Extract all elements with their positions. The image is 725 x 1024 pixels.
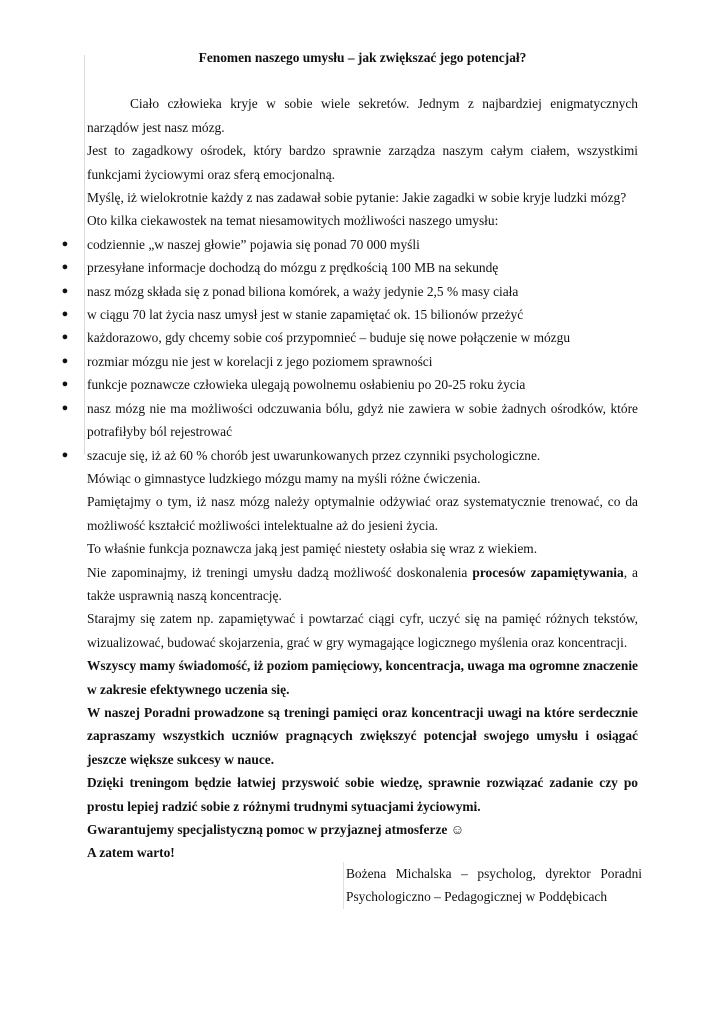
margin-rule (84, 55, 85, 455)
document-title: Fenomen naszego umysłu – jak zwiększać jego potencjał? (198, 50, 527, 65)
closing-line: A zatem warto! (87, 845, 175, 861)
bullet-icon: ● (61, 331, 69, 344)
list-item: ● nasz mózg nie ma możliwości odczuwania bólu, gdyż nie zawiera w sobie żadnych ośrodków, które potrafiłyby ból rejestrować (87, 397, 638, 444)
bullet-icon: ● (61, 354, 69, 367)
list-item: ● funkcje poznawcze człowieka ulegają powolnemu osłabieniu po 20-25 roku życia (87, 373, 638, 396)
bullet-icon: ● (61, 448, 69, 461)
intro-paragraph: Oto kilka ciekawostek na temat niesamowitych możliwości naszego umysłu: (87, 213, 499, 229)
body-paragraph: Pamiętajmy o tym, iż nasz mózg należy optymalnie odżywiać oraz systematycznie trenować, co da możliwość kształcić możliwości intelektualne aż do jesieni życia. (87, 494, 638, 533)
list-item: ● codziennie „w naszej głowie” pojawia się ponad 70 000 myśli (87, 233, 638, 256)
list-item: ● rozmiar mózgu nie jest w korelacji z jego poziomem sprawności (87, 350, 638, 373)
facts-list (61, 233, 638, 467)
body-paragraph: To właśnie funkcja poznawcza jaką jest pamięć niestety osłabia się wraz z wiekiem. (87, 541, 538, 557)
list-item: ● w ciągu 70 lat życia nasz umysł jest w stanie zapamiętać ok. 15 bilionów przeżyć (87, 303, 638, 326)
list-item: ● szacuje się, iż aż 60 % chorób jest uwarunkowanych przez czynniki psychologiczne. (87, 444, 638, 467)
bullet-icon: ● (61, 308, 69, 321)
list-item: ● przesyłane informacje dochodzą do mózgu z prędkością 100 MB na sekundę (87, 256, 638, 279)
bold-paragraph: Wszyscy mamy świadomość, iż poziom pamięciowy, koncentracja, uwaga ma ogromne znaczenie w zakresie efektywnego uczenia się. (87, 658, 638, 697)
bold-paragraph: Gwarantujemy specjalistyczną pomoc w przyjaznej atmosferze ☺ (87, 822, 465, 837)
list-item: ● każdorazowo, gdy chcemy sobie coś przypomnieć – buduje się nowe połączenie w mózgu (87, 326, 638, 349)
document-body (61, 46, 639, 865)
intro-paragraph: Jest to zagadkowy ośrodek, który bardzo sprawnie zarządza naszym całym ciałem, wszystkimi funkcjami życiowymi oraz sferą emocjonalną. (87, 143, 638, 182)
bullet-icon: ● (61, 237, 69, 250)
intro-paragraph: Ciało człowieka kryje w sobie wiele sekretów. Jednym z najbardziej enigmatycznych narządów jest nasz mózg. (87, 96, 638, 135)
bullet-icon: ● (61, 378, 69, 391)
body-paragraph: Mówiąc o gimnastyce ludzkiego mózgu mamy na myśli różne ćwiczenia. (87, 470, 481, 486)
list-item: ● nasz mózg składa się z ponad biliona komórek, a waży jedynie 2,5 % masy ciała (87, 280, 638, 303)
bullet-icon: ● (61, 284, 69, 297)
emphasis-text: procesów zapamiętywania (472, 564, 624, 580)
bold-paragraph: W naszej Poradni prowadzone są treningi pamięci oraz koncentracji uwagi na które serdecznie zapraszamy wszystkich uczniów pragnących zwiększyć potencjał swojego umysłu i osiągać jeszcze większe sukcesy w nauce. (87, 704, 638, 767)
bullet-icon: ● (61, 401, 69, 414)
body-paragraph: Nie zapominajmy, iż treningi umysłu dadzą możliwość doskonalenia procesów zapamiętywania, a także usprawnią naszą koncentrację. (87, 564, 639, 603)
body-paragraph: Starajmy się zatem np. zapamiętywać i powtarzać ciągi cyfr, uczyć się na pamięć różnych tekstów, wizualizować, budować skojarzenia, grać w gry wymagające logicznego myślenia oraz koncentracji. (87, 611, 638, 650)
signature-block: Bożena Michalska – psycholog, dyrektor Poradni Psychologiczno – Pedagogicznej w Poddębicach (343, 862, 642, 909)
bold-paragraph: Dzięki treningom będzie łatwiej przyswoić sobie wiedzę, sprawnie rozwiązać zadanie czy po prostu lepiej radzić sobie z różnymi trudnymi sytuacjami życiowymi. (87, 775, 638, 814)
intro-paragraph: Myślę, iż wielokrotnie każdy z nas zadawał sobie pytanie: Jakie zagadki w sobie kryje ludzki mózg? (87, 190, 627, 206)
bullet-icon: ● (61, 261, 69, 274)
